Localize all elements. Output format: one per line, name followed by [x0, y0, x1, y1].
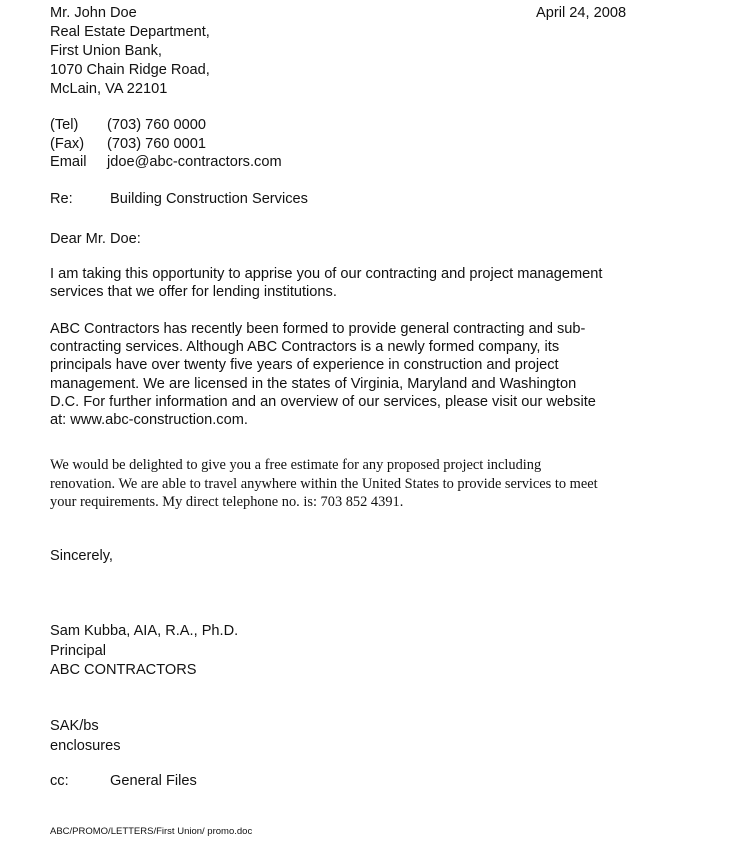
paragraph-line: renovation. We are able to travel anywhere within the United States to provide services to meet [50, 475, 598, 492]
signer-title: Principal [50, 642, 106, 659]
signer-name: Sam Kubba, AIA, R.A., Ph.D. [50, 623, 239, 639]
salutation: Dear Mr. Doe: [50, 231, 141, 247]
paragraph-line: We would be delighted to give you a free estimate for any proposed project including [50, 457, 542, 473]
subject-line [50, 190, 308, 209]
cc-value: General Files [110, 773, 197, 789]
paragraph-intro [50, 265, 740, 301]
recipient-company: First Union Bank, [50, 43, 162, 59]
paragraph-line: principals have over twenty five years of experience in construction and project [50, 357, 559, 374]
tel-label: (Tel) [50, 117, 79, 133]
paragraph-line: management. We are licensed in the states of Virginia, Maryland and Washington [50, 375, 577, 392]
paragraph-line: at: www.abc-construction.com. [50, 412, 248, 429]
paragraph-line: contracting services. Although ABC Contractors is a newly formed company, its [50, 339, 560, 356]
paragraph-line: D.C. For further information and an overview of our services, please visit our website [50, 393, 596, 410]
paragraph-estimate [50, 456, 740, 512]
tel-row [50, 116, 282, 135]
enclosures-note: enclosures [50, 737, 121, 754]
reference-block [50, 717, 121, 756]
cc-line [50, 772, 197, 791]
email-label: Email [50, 154, 87, 170]
re-subject: Building Construction Services [110, 191, 308, 207]
paragraph-line: your requirements. My direct telephone no. is: 703 852 4391. [50, 494, 404, 511]
paragraph-line: services that we offer for lending institutions. [50, 284, 337, 301]
fax-value: (703) 760 0001 [107, 135, 206, 152]
contact-block [50, 116, 282, 172]
email-value: jdoe@abc-contractors.com [107, 154, 282, 170]
fax-label: (Fax) [50, 135, 85, 152]
signature-block [50, 622, 238, 681]
closing: Sincerely, [50, 548, 113, 564]
initials: SAK/bs [50, 718, 99, 734]
tel-value: (703) 760 0000 [107, 117, 206, 133]
recipient-department: Real Estate Department, [50, 24, 210, 40]
letter-date: April 24, 2008 [536, 5, 627, 21]
paragraph-line: I am taking this opportunity to apprise you of our contracting and project management [50, 266, 603, 282]
recipient-name: Mr. John Doe [50, 5, 137, 21]
recipient-city: McLain, VA 22101 [50, 81, 168, 97]
document-path-footer: ABC/PROMO/LETTERS/First Union/ promo.doc [50, 826, 253, 837]
signer-company: ABC CONTRACTORS [50, 662, 197, 678]
re-label: Re: [50, 191, 73, 207]
cc-label: cc: [50, 773, 69, 789]
fax-row [50, 135, 282, 154]
paragraph-line: ABC Contractors has recently been formed to provide general contracting and sub- [50, 321, 586, 337]
recipient-street: 1070 Chain Ridge Road, [50, 62, 210, 78]
email-row [50, 153, 282, 172]
paragraph-company [50, 320, 740, 429]
recipient-address [50, 4, 210, 99]
